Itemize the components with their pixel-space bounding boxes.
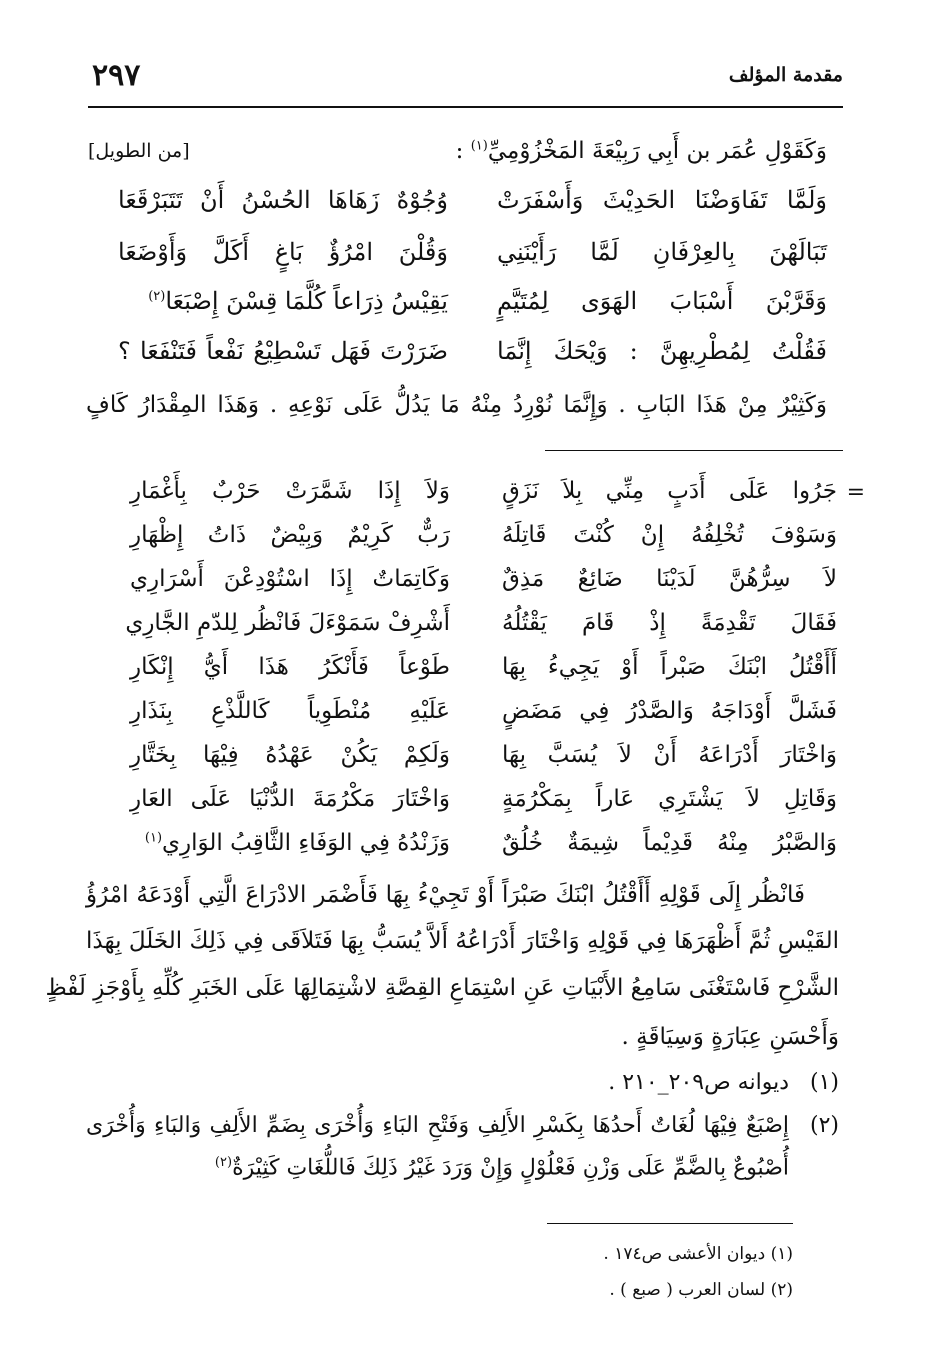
prose-line: فَانْظُر إِلَى قَوْلِهِ أَأَقْتُلُ ابْنَكَ صَبْرَاً أَوْ تَجِيْءُ بِهَا فَأَضْمَر الادْرَاعَ الَّتِي أَوْدَعَهُ امْرُؤُ	[86, 882, 805, 908]
footnote-number: (٢)	[809, 1113, 839, 1138]
verse-second-hemistich: وُجُوْهٌ زَهَاهَا الحُسْنُ أَنْ تَتَبَرْقَعَا	[118, 186, 448, 214]
verse-first-hemistich: فَقُلْتُ لِمُطْرِيهِنَّ : وَيْحَكَ إِنَّمَا	[497, 337, 827, 365]
intro-line	[456, 138, 827, 164]
page-number: ٢٩٧	[92, 58, 141, 93]
prose-line: وَكَثِيْرٌ مِنْ هَذَا البَابِ . وَإِنَّمَا نُوْرِدُ مِنْهُ مَا يَدُلُّ عَلَى نَوْعِهِ . وَهَذَا المِقْدَارُ كَافٍ	[86, 392, 827, 418]
verse-second-hemistich: ضَرَرْتَ فَهَل تَسْطِيْعُ نَفْعاً فَتَنْفَعَا ؟	[118, 337, 448, 365]
verse-first-hemistich: وَاخْتَارَ أَدْرَاعَهُ أَنْ لاَ يُسَبَّ بِهَا	[502, 742, 837, 768]
verse-first-hemistich: وَقَرَّبْنَ أَسْبَابَ الهَوَى لِمُتَيَّمٍ	[497, 287, 827, 315]
verse-first-hemistich: فَقَالَ تَقْدِمَةً إِذْ قَامَ يَقْتُلُهُ	[502, 610, 837, 636]
footnote-text: أُصْبُوعٌ بِالضَّمِّ عَلَى وَزْنِ فَعْلُوْلٍ وَإِنْ وَرَدَ غَيْرُ ذَلِكَ فَاللُّغَاتِ كَثِيْرَةٌ	[232, 1155, 789, 1181]
verse-second-hemistich	[118, 287, 448, 333]
verse-second-hemistich: وَاخْتَارَ مَكْرُمَةَ الدُّنْيَا عَلَى العَارِ	[130, 786, 450, 812]
footnote-ref: (١)	[470, 138, 488, 154]
verse-second-hemistich: وَكَاتِمَاتٌ إِذَا اسْتُوْدِعْنَ أَسْرَارِي	[130, 566, 450, 592]
verse-second-hemistich: وَلاَ إِذَا شَمَّرَتْ حَرْبٌ بِأَغْمَارِ	[130, 478, 450, 504]
verse-text: يَقِيْسُ ذِرَاعاً كُلَّمَا قِسْنَ إِصْبَعَا	[165, 287, 448, 315]
verse-second-hemistich: عَلَيْهِ مُنْطَوِياً كَاللَّذْعِ بِنَذَارِ	[130, 698, 450, 724]
prose-line: وَأَحْسَنِ عِبَارَةٍ وَسِيَاقَةٍ .	[621, 1024, 839, 1050]
footnote-ref: (٢)	[148, 289, 166, 304]
verse-first-hemistich: لاَ سِرُّهُنَّ لَدَيْنَا ضَائِعٌ مَذِقٌ	[502, 566, 837, 592]
footnote-1	[86, 1070, 839, 1095]
footnote-ref: (١)	[144, 830, 163, 846]
verse-first-hemistich: أَأَقْتُلُ ابْنَكَ صَبْراً أَوْ يَجِيءُ بِهَا	[502, 654, 837, 680]
verse-second-hemistich: طَوْعاً فَأَنْكَرُ هَذَا أَيُّ إِنْكَارِ	[130, 654, 450, 680]
header-rule	[88, 106, 843, 108]
footnote-2-continued	[86, 1155, 789, 1180]
sub-footnote-rule	[547, 1223, 793, 1224]
running-title: مقدمة المؤلف	[728, 64, 843, 86]
verse-second-hemistich: رَبٌّ كَرِيْمٌ وَبِيْضٌ ذَاتُ إِظْهَارِ	[130, 522, 450, 548]
intro-text: وَكَقَوْلِ عُمَر بن أَبِي رَبِيْعَةَ المَخْزُوْمِيِّ	[487, 138, 827, 164]
sub-footnote: (٢) لسان العرب ( صبع ) .	[609, 1280, 793, 1300]
sub-footnote: (١) ديوان الأعشى ص١٧٤ .	[603, 1244, 793, 1264]
verse-second-hemistich: وَلَكِمْ يَكُنْ عَهْدُهُ فِيْهَا بِخَتَّارِ	[130, 742, 450, 768]
verse-text: وَزَنْدُهُ فِي الوَفَاءِ الثَّاقِبُ الوَارِي	[162, 830, 450, 856]
prose-line: الشَّرْحِ فَاسْتَغْنَى سَامِعُ الأَبْيَاتِ عَنِ اسْتِمَاعِ القِصَّةِ لاشْتِمَالِهَا عَلَى الخَبَرِ كُلِّهِ بِأَوْجَزِ لَفْظٍ	[45, 975, 839, 1001]
intro-colon: :	[455, 138, 471, 164]
footnote-number: (١)	[809, 1070, 839, 1095]
verse-second-hemistich: وَقُلْنَ امْرُؤٌ بَاغٍ أَكَلَّ وَأَوْضَعَا	[118, 238, 448, 266]
verse-first-hemistich: وَالصَّبْرُ مِنْهُ قَدِيْماً شِيمَةٌ خُلُقٌ	[502, 830, 837, 856]
footnote-ref: (٢)	[214, 1155, 233, 1170]
continuation-mark: =	[846, 480, 865, 505]
verse-second-hemistich	[130, 830, 450, 876]
verse-first-hemistich: تَبَالَهْنَ بِالعِرْفَانِ لَمَّا رَأَيْنَنِي	[497, 238, 827, 266]
verse-first-hemistich: جَرُوا عَلَى أَدَبٍ مِنِّي بِلاَ نَزَقٍ	[502, 478, 837, 504]
meter-label: [من الطويل]	[88, 140, 190, 162]
verse-first-hemistich: فَشَلَّ أَوْدَاجَهُ وَالصَّدْرُ فِي مَضَضٍ	[502, 698, 837, 724]
verse-first-hemistich: وَسَوْفَ تُخْلِفُهُ إِنْ كُنْتَ قَاتِلَهُ	[502, 522, 837, 548]
verse-first-hemistich: وَقَاتِلِ لاَ يَشْتَرِي عَاراً بِمَكْرُمَةٍ	[502, 786, 837, 812]
verse-first-hemistich: وَلَمَّا تَفَاوَضْنَا الحَدِيْثَ وَأَسْفَرَتْ	[497, 186, 827, 214]
footnote-rule	[545, 450, 843, 451]
footnote-text: إِصْبَعٌ فِيْهَا لُغَاتٌ أَحدُهَا بِكَسْرِ الأَلِفِ وَفَتْحِ البَاءِ وَأُخْرَى بِضَمِّ الأَلِفِ وَالبَاءِ وَأُخْرَى	[86, 1113, 789, 1138]
verse-second-hemistich: أَشْرِفْ سَمَوْءَلَ فَانْظُر لِلدّمِ الجَّارِي	[125, 610, 450, 636]
footnote-text: ديوانه ص٢٠٩_٢١٠ .	[608, 1070, 789, 1095]
prose-line: القَيْسِ ثُمَّ أَظْهَرَهَا فِي قَوْلِهِ وَاخْتَارَ أَدْرَاعُهُ أَلاَّ يُسَبُّ بِهَا فَتَلاَقَى فِي ذَلِكَ الخَلَلَ بِهَذَا	[86, 928, 839, 954]
footnote-2	[86, 1113, 839, 1138]
